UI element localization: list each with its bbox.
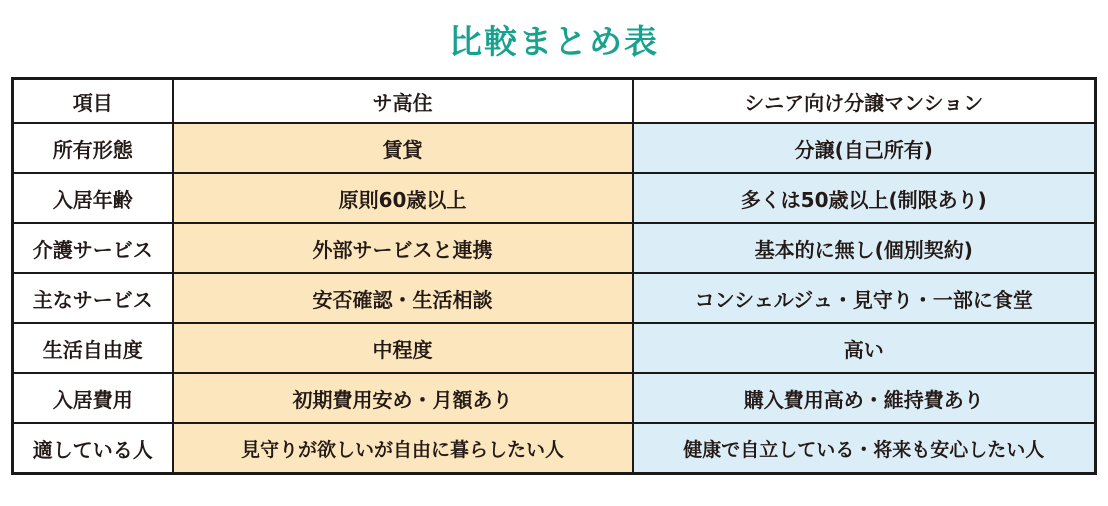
header-item: 項目 bbox=[13, 79, 173, 124]
cell-senior-cost: 購入費用高め・維持費あり bbox=[633, 373, 1096, 423]
cell-sakoju-ownership: 賃貸 bbox=[173, 123, 633, 173]
table-row bbox=[13, 223, 1096, 273]
header-sakoju: サ高住 bbox=[173, 79, 633, 124]
table-row bbox=[13, 423, 1096, 474]
cell-sakoju-services: 安否確認・生活相談 bbox=[173, 273, 633, 323]
cell-sakoju-suited: 見守りが欲しいが自由に暮らしたい人 bbox=[173, 423, 633, 474]
cell-sakoju-freedom: 中程度 bbox=[173, 323, 633, 373]
header-senior: シニア向け分譲マンション bbox=[633, 79, 1096, 124]
row-label-freedom: 生活自由度 bbox=[13, 323, 173, 373]
cell-sakoju-cost: 初期費用安め・月額あり bbox=[173, 373, 633, 423]
row-label-ownership: 所有形態 bbox=[13, 123, 173, 173]
page-title: 比較まとめ表 bbox=[449, 22, 659, 61]
row-label-cost: 入居費用 bbox=[13, 373, 173, 423]
cell-senior-ownership: 分譲(自己所有) bbox=[633, 123, 1096, 173]
table-header-row bbox=[13, 79, 1096, 124]
row-label-care: 介護サービス bbox=[13, 223, 173, 273]
table-row bbox=[13, 173, 1096, 223]
row-label-suited: 適している人 bbox=[13, 423, 173, 474]
cell-senior-services: コンシェルジュ・見守り・一部に食堂 bbox=[633, 273, 1096, 323]
table-row bbox=[13, 373, 1096, 423]
table-row bbox=[13, 323, 1096, 373]
comparison-table bbox=[11, 77, 1097, 475]
table-row bbox=[13, 123, 1096, 173]
row-label-services: 主なサービス bbox=[13, 273, 173, 323]
cell-sakoju-age: 原則60歳以上 bbox=[173, 173, 633, 223]
cell-sakoju-care: 外部サービスと連携 bbox=[173, 223, 633, 273]
row-label-age: 入居年齢 bbox=[13, 173, 173, 223]
cell-senior-suited: 健康で自立している・将来も安心したい人 bbox=[633, 423, 1096, 474]
cell-senior-care: 基本的に無し(個別契約) bbox=[633, 223, 1096, 273]
cell-senior-age: 多くは50歳以上(制限あり) bbox=[633, 173, 1096, 223]
table-row bbox=[13, 273, 1096, 323]
cell-senior-freedom: 高い bbox=[633, 323, 1096, 373]
